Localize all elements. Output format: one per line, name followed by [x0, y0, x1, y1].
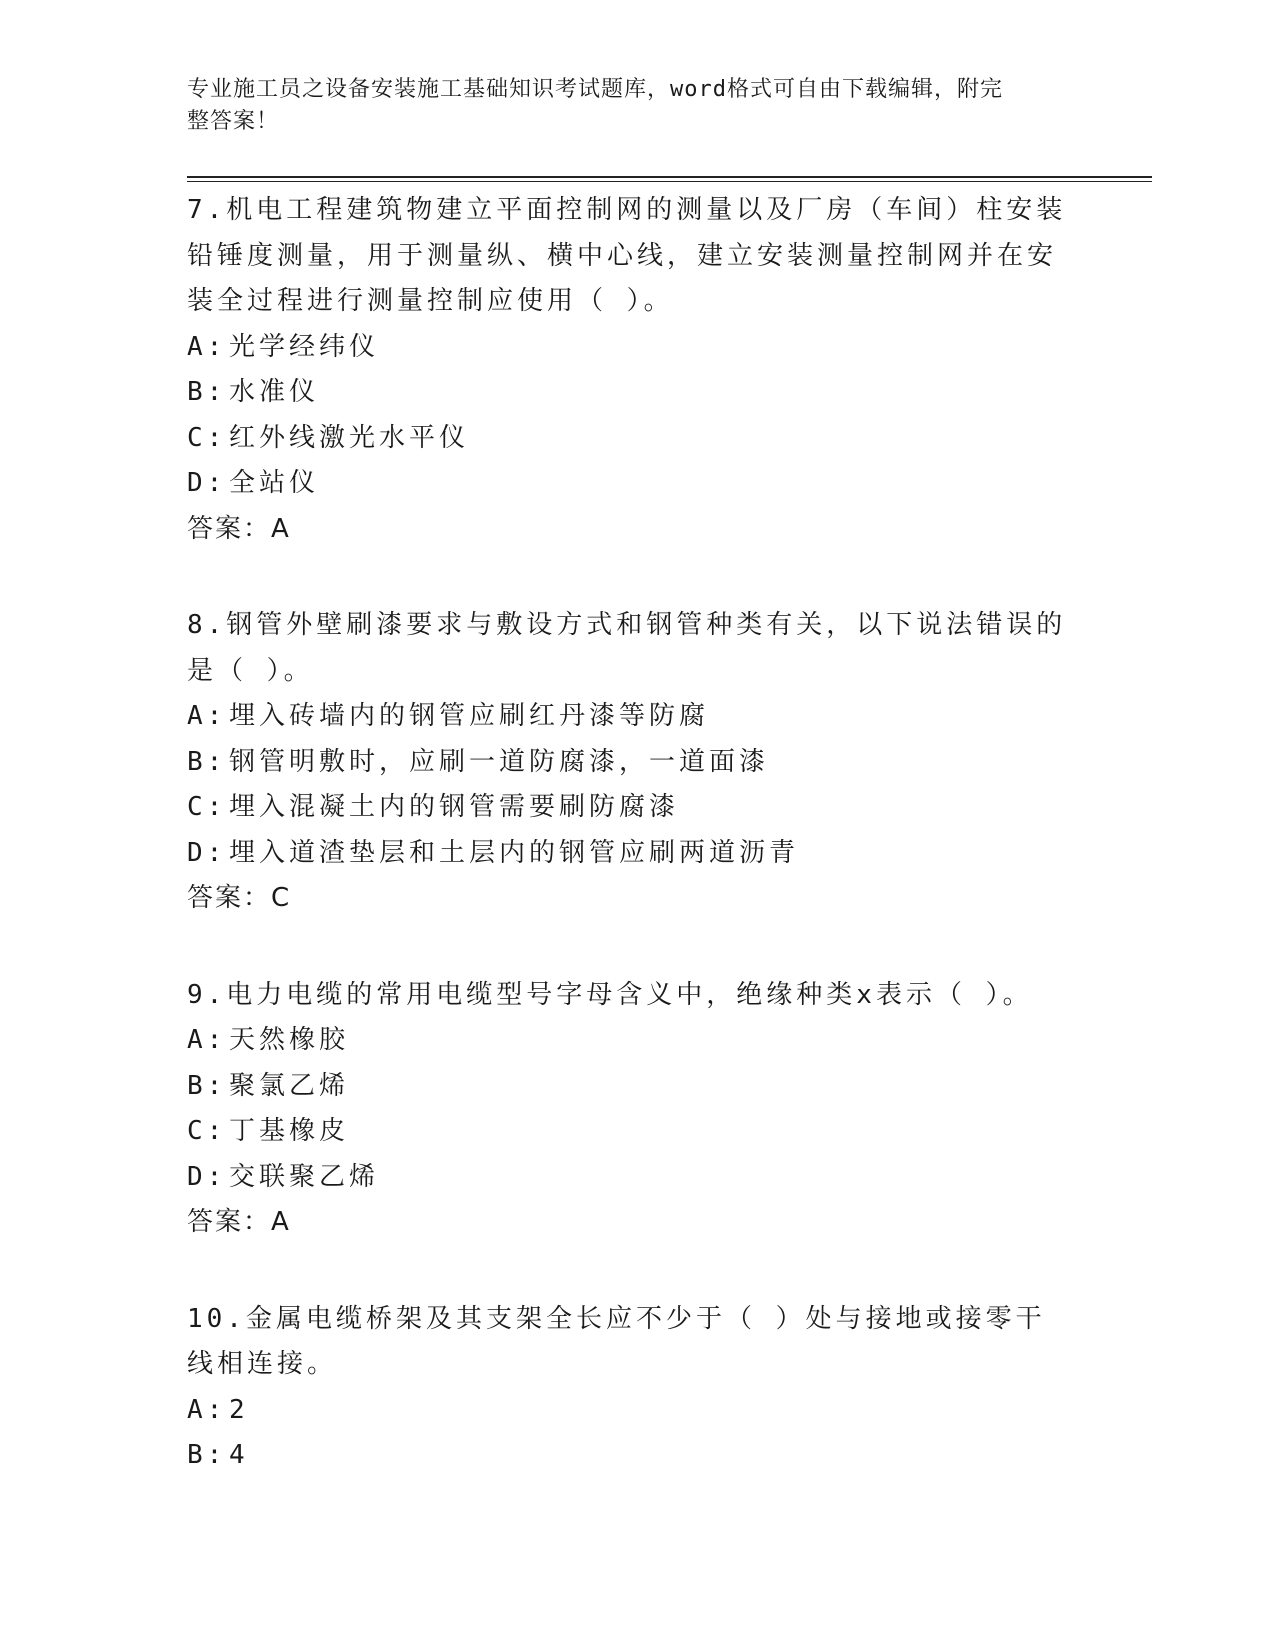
- option-c: [187, 785, 1067, 831]
- option-label: D:: [187, 1161, 227, 1192]
- question-text: 7.机电工程建筑物建立平面控制网的测量以及厂房（车间）柱安装铅锤度测量，用于测量纵、横中心线，建立安装测量控制网并在安装全过程进行测量控制应使用（ ）。: [187, 195, 1067, 316]
- option-text: 交联聚乙烯: [229, 1161, 380, 1192]
- option-label: B:: [187, 1440, 227, 1470]
- option-c: [187, 416, 1067, 462]
- option-label: A:: [187, 1025, 227, 1055]
- question-text: 10.金属电缆桥架及其支架全长应不少于（ ）处与接地或接零干线相连接。: [187, 1303, 1046, 1379]
- option-label: D:: [187, 468, 227, 498]
- option-text: 天然橡胶: [229, 1025, 350, 1055]
- header-divider-thick: [187, 176, 1152, 178]
- option-text: 4: [229, 1440, 249, 1470]
- option-label: A:: [187, 1394, 227, 1425]
- option-text: 水准仪: [229, 377, 320, 407]
- option-label: B:: [187, 377, 227, 407]
- option-a: [187, 1018, 1067, 1064]
- answer: 答案：A: [187, 513, 291, 544]
- option-b: [187, 370, 1067, 416]
- option-label: B:: [187, 1070, 227, 1101]
- question-8: [187, 603, 1067, 922]
- question-text: 8.钢管外壁刷漆要求与敷设方式和钢管种类有关，以下说法错误的是（ ）。: [187, 610, 1067, 686]
- option-a: [187, 694, 1067, 740]
- answer: 答案：C: [187, 883, 292, 913]
- option-label: B:: [187, 746, 227, 777]
- option-label: D:: [187, 837, 227, 868]
- option-a: [187, 325, 1067, 371]
- question-list: [187, 188, 1067, 1530]
- option-label: A:: [187, 331, 227, 362]
- option-d: [187, 461, 1067, 507]
- option-b: [187, 1433, 1067, 1479]
- option-label: C:: [187, 1116, 227, 1146]
- option-text: 全站仪: [229, 468, 320, 498]
- option-text: 红外线激光水平仪: [229, 422, 470, 453]
- question-7: [187, 188, 1067, 552]
- header-line-2: 整答案！: [187, 109, 280, 134]
- option-text: 埋入道渣垫层和土层内的钢管应刷两道沥青: [229, 837, 800, 868]
- option-c: [187, 1109, 1067, 1155]
- option-text: 埋入砖墙内的钢管应刷红丹漆等防腐: [229, 701, 710, 731]
- option-d: [187, 831, 1067, 877]
- option-b: [187, 1064, 1067, 1110]
- option-label: C:: [187, 792, 227, 822]
- option-text: 2: [229, 1394, 249, 1425]
- option-text: 光学经纬仪: [229, 331, 380, 362]
- option-label: C:: [187, 422, 227, 453]
- question-9: [187, 973, 1067, 1246]
- option-b: [187, 740, 1067, 786]
- question-text: 9.电力电缆的常用电缆型号字母含义中，绝缘种类x表示（ ）。: [187, 979, 1033, 1010]
- header-divider-thin: [187, 181, 1152, 182]
- option-label: A:: [187, 701, 227, 731]
- answer: 答案：A: [187, 1207, 291, 1237]
- option-text: 聚氯乙烯: [229, 1070, 350, 1101]
- header-line-1: 专业施工员之设备安装施工基础知识考试题库，word格式可自由下载编辑，附完: [187, 77, 1003, 102]
- option-text: 钢管明敷时，应刷一道防腐漆，一道面漆: [229, 746, 770, 777]
- document-header: [187, 74, 1067, 138]
- option-text: 埋入混凝土内的钢管需要刷防腐漆: [229, 792, 680, 822]
- option-text: 丁基橡皮: [229, 1116, 350, 1146]
- option-d: [187, 1155, 1067, 1201]
- question-10: [187, 1297, 1067, 1479]
- option-a: [187, 1388, 1067, 1434]
